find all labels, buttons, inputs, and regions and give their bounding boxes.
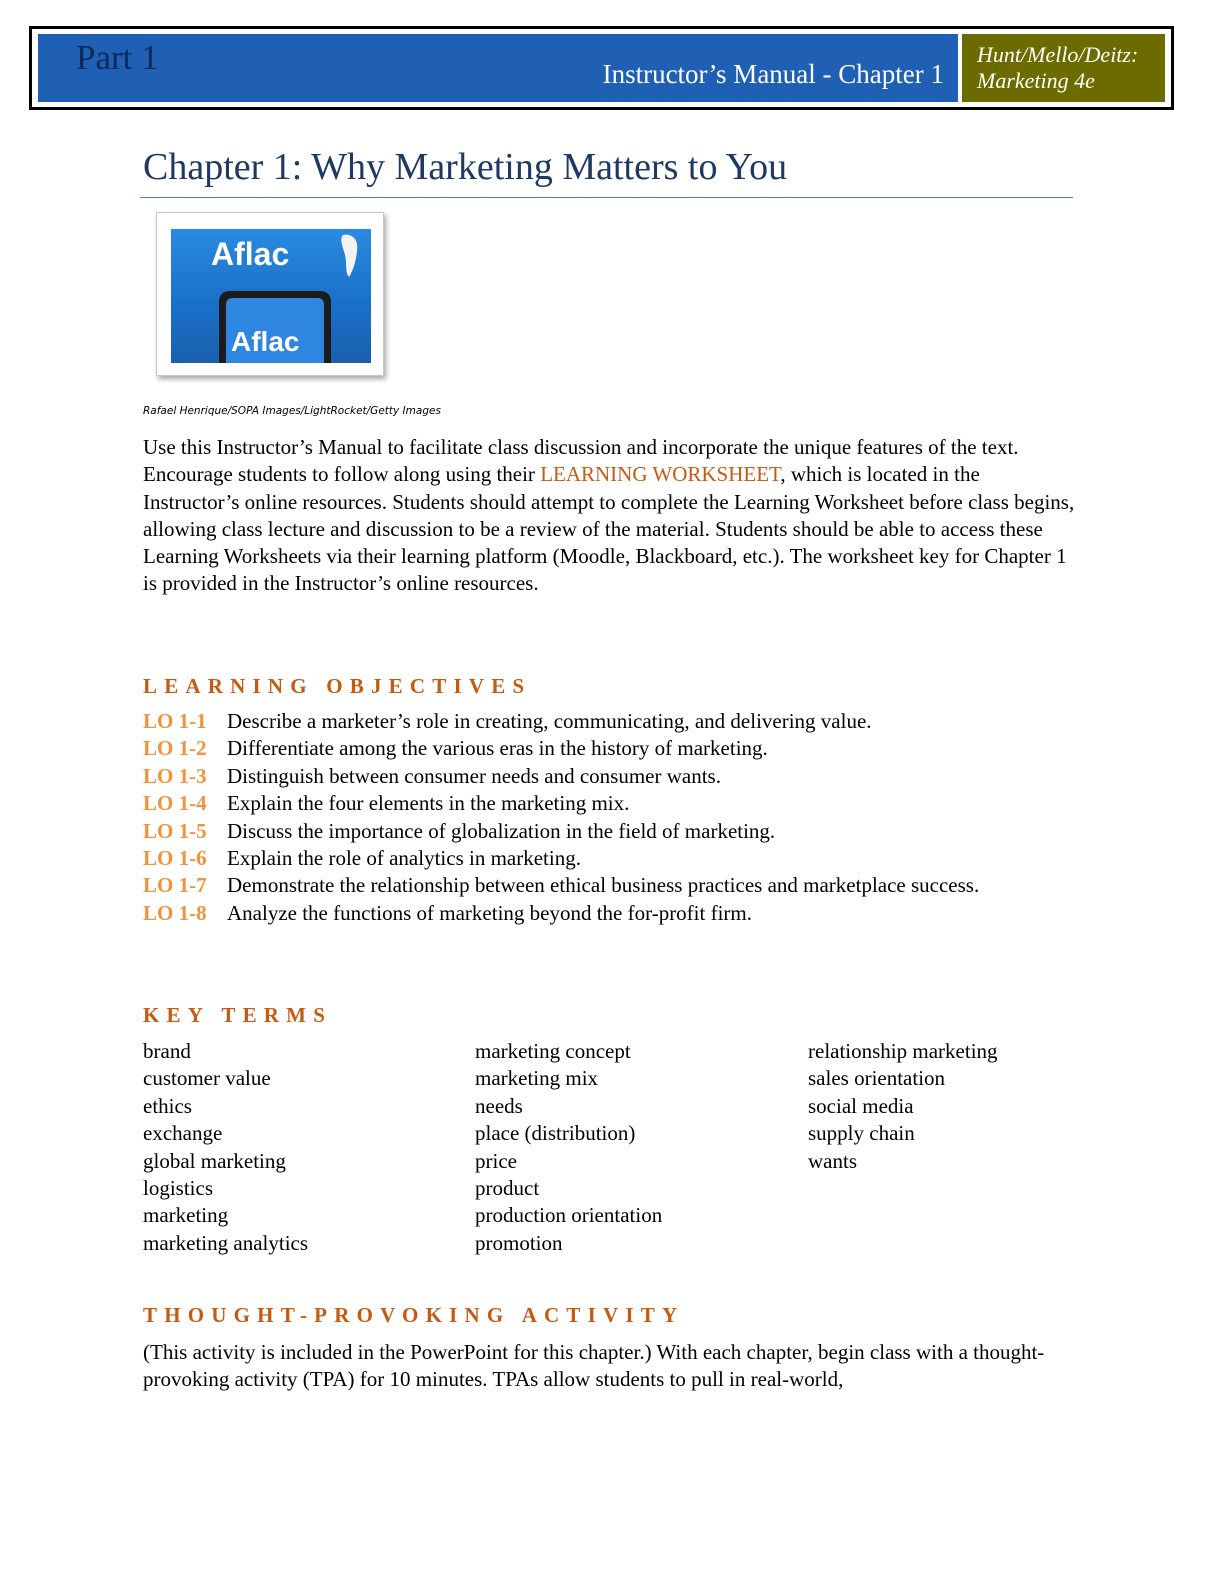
learning-objective-item	[143, 872, 1078, 899]
key-terms-column-3	[808, 1038, 1078, 1257]
learning-objective-code: LO 1-4	[143, 791, 207, 816]
intro-text-end: , which is located in the Instructor’s online resources. Students should attempt to complete the Learning Worksheet before class begins, allowing class lecture and discussion to be a review of the material. Students should be able to access these Learning Worksheets via their learning platform (Moodle, Blackboard, etc.). The worksheet key for Chapter 1 is provided in the Instructor’s online resources.	[143, 462, 1075, 596]
learning-objective-code: LO 1-8	[143, 900, 207, 925]
learning-objective-code: LO 1-7	[143, 873, 207, 898]
photo-credit: Rafael Henrique/SOPA Images/LightRocket/Getty Images	[143, 405, 441, 417]
key-terms-grid	[143, 1038, 1078, 1257]
key-term: production orientation	[475, 1203, 663, 1228]
learning-objective-text: Distinguish between consumer needs and consumer wants.	[227, 763, 721, 788]
learning-objective-item	[143, 818, 1078, 845]
learning-objective-text: Explain the four elements in the marketing mix.	[227, 791, 630, 816]
manual-chapter-label: Instructor’s Manual - Chapter 1	[602, 59, 944, 89]
learning-objective-text: Explain the role of analytics in marketing.	[227, 846, 581, 871]
book-edition: Marketing 4e	[977, 68, 1095, 93]
key-term: social media	[808, 1093, 914, 1118]
intro-text-start: Use this Instructor’s Manual to facilitate class discussion and incorporate the unique features of the text. Encourage students to follow along using their	[143, 435, 1019, 487]
key-term: global marketing	[143, 1148, 286, 1173]
aflac-phone-logo: Aflac	[231, 326, 300, 357]
aflac-sign-logo: Aflac	[211, 236, 290, 272]
header-blue-panel	[38, 34, 958, 102]
key-term: place (distribution)	[475, 1121, 636, 1146]
key-term: brand	[143, 1039, 191, 1063]
learning-objective-code: LO 1-3	[143, 763, 207, 788]
book-authors: Hunt/Mello/Deitz:	[977, 42, 1139, 67]
learning-objectives-heading: LEARNING OBJECTIVES	[143, 674, 532, 698]
learning-objective-text: Demonstrate the relationship between ethical business practices and marketplace success.	[227, 873, 980, 898]
tpa-paragraph: (This activity is included in the PowerPoint for this chapter.) With each chapter, begin class with a thought-provoking activity (TPA) for 10 minutes. TPAs allow students to pull in real-world,	[143, 1340, 1045, 1392]
key-term: customer value	[143, 1066, 271, 1091]
learning-objective-text: Describe a marketer’s role in creating, communicating, and delivering value.	[227, 709, 872, 733]
aflac-photo	[171, 229, 371, 363]
key-term: wants	[808, 1148, 857, 1173]
learning-objective-text: Differentiate among the various eras in the history of marketing.	[227, 736, 768, 761]
page-title: Chapter 1: Why Marketing Matters to You	[143, 146, 788, 188]
key-term: relationship marketing	[808, 1039, 998, 1063]
key-term: supply chain	[808, 1121, 915, 1146]
key-term: promotion	[475, 1230, 563, 1255]
key-term: marketing analytics	[143, 1230, 309, 1255]
learning-worksheet-link[interactable]: LEARNING WORKSHEET	[540, 462, 781, 487]
key-term: sales orientation	[808, 1066, 946, 1091]
duck-icon	[341, 235, 357, 277]
intro-paragraph	[143, 434, 1078, 598]
key-term: exchange	[143, 1121, 223, 1146]
learning-objective-item	[143, 708, 1078, 735]
learning-objective-item	[143, 845, 1078, 872]
key-terms-column-1	[143, 1038, 475, 1257]
key-term: marketing concept	[475, 1039, 631, 1063]
key-terms-heading: KEY TERMS	[143, 1003, 333, 1027]
key-terms-column-2	[475, 1038, 808, 1257]
learning-objective-item	[143, 735, 1078, 762]
learning-objective-code: LO 1-5	[143, 818, 207, 843]
key-term: needs	[475, 1093, 523, 1118]
title-divider	[140, 197, 1073, 198]
learning-objectives-list	[143, 708, 1078, 927]
learning-objective-code: LO 1-6	[143, 846, 207, 871]
key-term: marketing mix	[475, 1066, 599, 1091]
part-label: Part 1	[76, 38, 159, 77]
learning-objective-text: Analyze the functions of marketing beyond the for-profit firm.	[227, 900, 752, 925]
tpa-heading: THOUGHT-PROVOKING ACTIVITY	[143, 1303, 685, 1327]
key-term: price	[475, 1148, 517, 1173]
chapter-photo	[156, 212, 384, 376]
key-term: logistics	[143, 1176, 214, 1201]
header-banner	[29, 26, 1174, 110]
key-term: marketing	[143, 1203, 229, 1228]
learning-objective-text: Discuss the importance of globalization in the field of marketing.	[227, 818, 776, 843]
learning-objective-code: LO 1-2	[143, 736, 207, 761]
learning-objective-code: LO 1-1	[143, 709, 207, 733]
header-book-panel	[962, 34, 1165, 102]
learning-objective-item	[143, 900, 1078, 927]
aflac-photo-art	[171, 229, 371, 363]
learning-objective-item	[143, 790, 1078, 817]
learning-objective-item	[143, 763, 1078, 790]
key-term: product	[475, 1176, 540, 1201]
key-term: ethics	[143, 1093, 192, 1118]
